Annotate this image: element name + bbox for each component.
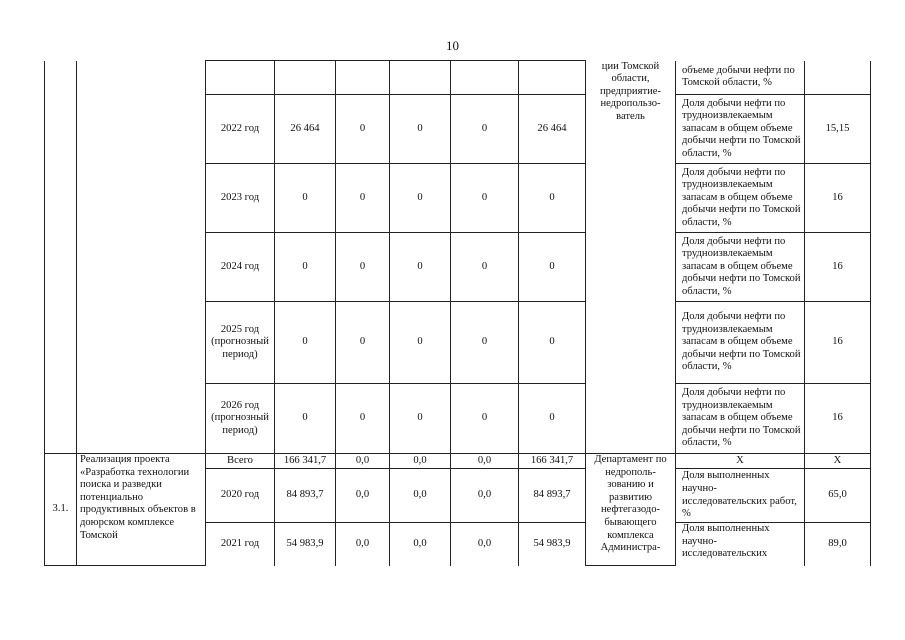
cell-item-name: Реализация проекта «Разработка технологии поиска и разведки потенциально продуктивных объектов в доюрском комплексе Томской <box>77 454 206 566</box>
cell-reg: 0,0 <box>390 454 451 469</box>
cell-total: 54 983,9 <box>275 523 336 566</box>
cell-extra: 0 <box>519 233 586 302</box>
cell-fed: 0,0 <box>336 454 390 469</box>
cell-fed: 0,0 <box>336 469 390 523</box>
cell-reg: 0,0 <box>390 523 451 566</box>
cell-executor-tail: ции Томской области, предприятие-недропользователь <box>586 61 676 454</box>
cell-loc: 0,0 <box>451 469 519 523</box>
cell-period: 2023 год <box>206 164 275 233</box>
cell-reg: 0,0 <box>390 469 451 523</box>
cell-fed <box>336 61 390 95</box>
cell-period: 2021 год <box>206 523 275 566</box>
cell-value-tail <box>805 61 871 95</box>
cell-name-empty <box>77 61 206 454</box>
cell-value: 16 <box>805 233 871 302</box>
cell-loc: 0 <box>451 302 519 384</box>
cell-loc: 0 <box>451 95 519 164</box>
cell-extra: 54 983,9 <box>519 523 586 566</box>
cell-period: 2026 год (прогнозный период) <box>206 384 275 454</box>
cell-period <box>206 61 275 95</box>
cell-reg <box>390 61 451 95</box>
cell-period: Всего <box>206 454 275 469</box>
cell-item-number: 3.1. <box>45 454 77 566</box>
cell-value: Х <box>805 454 871 469</box>
cell-fed: 0,0 <box>336 523 390 566</box>
cell-reg: 0 <box>390 164 451 233</box>
cell-indicator: Х <box>676 454 805 469</box>
cell-indicator-tail: объеме добычи нефти по Томской области, % <box>676 61 805 95</box>
cell-extra: 0 <box>519 164 586 233</box>
cell-fed: 0 <box>336 95 390 164</box>
cell-total: 84 893,7 <box>275 469 336 523</box>
cell-indicator: Доля добычи нефти по трудноизвлекаемым запасам в общем объеме добычи нефти по Томской области, % <box>676 384 805 454</box>
cell-value: 15,15 <box>805 95 871 164</box>
cell-reg: 0 <box>390 384 451 454</box>
cell-total: 0 <box>275 233 336 302</box>
cell-extra: 26 464 <box>519 95 586 164</box>
cell-fed: 0 <box>336 164 390 233</box>
cell-extra: 166 341,7 <box>519 454 586 469</box>
cell-extra: 0 <box>519 302 586 384</box>
cell-indicator: Доля выполненных научно-исследовательских работ, % <box>676 469 805 523</box>
cell-indicator: Доля добычи нефти по трудноизвлекаемым запасам в общем объеме добычи нефти по Томской области, % <box>676 233 805 302</box>
cell-value: 16 <box>805 164 871 233</box>
cell-indicator: Доля выполненных научно-исследовательских <box>676 523 805 566</box>
cell-loc: 0,0 <box>451 523 519 566</box>
cell-period: 2025 год (прогнозный период) <box>206 302 275 384</box>
cell-indicator: Доля добычи нефти по трудноизвлекаемым запасам в общем объеме добычи нефти по Томской области, % <box>676 164 805 233</box>
cell-total: 166 341,7 <box>275 454 336 469</box>
cell-period: 2020 год <box>206 469 275 523</box>
cell-period: 2022 год <box>206 95 275 164</box>
cell-value: 65,0 <box>805 469 871 523</box>
cell-value: 16 <box>805 384 871 454</box>
cell-total: 26 464 <box>275 95 336 164</box>
cell-loc <box>451 61 519 95</box>
cell-indicator: Доля добычи нефти по трудноизвлекаемым запасам в общем объеме добычи нефти по Томской области, % <box>676 302 805 384</box>
table-row-total <box>45 454 871 469</box>
cell-reg: 0 <box>390 233 451 302</box>
cell-total: 0 <box>275 302 336 384</box>
cell-loc: 0 <box>451 164 519 233</box>
cell-total: 0 <box>275 164 336 233</box>
page-number: 10 <box>446 38 459 53</box>
cell-loc: 0 <box>451 233 519 302</box>
cell-loc: 0,0 <box>451 454 519 469</box>
cell-extra: 0 <box>519 384 586 454</box>
cell-reg: 0 <box>390 302 451 384</box>
cell-indicator: Доля добычи нефти по трудноизвлекаемым запасам в общем объеме добычи нефти по Томской области, % <box>676 95 805 164</box>
cell-extra <box>519 61 586 95</box>
cell-number-empty <box>45 61 77 454</box>
table-row-header-tail <box>45 61 871 95</box>
cell-total: 0 <box>275 384 336 454</box>
program-table <box>44 60 871 566</box>
cell-total <box>275 61 336 95</box>
cell-fed: 0 <box>336 302 390 384</box>
cell-fed: 0 <box>336 384 390 454</box>
cell-period: 2024 год <box>206 233 275 302</box>
cell-extra: 84 893,7 <box>519 469 586 523</box>
cell-item-executor: Департамент по недропользованию и развитию нефтегазодобывающего комплекса Администра- <box>586 454 676 566</box>
cell-loc: 0 <box>451 384 519 454</box>
cell-fed: 0 <box>336 233 390 302</box>
cell-value: 89,0 <box>805 523 871 566</box>
cell-value: 16 <box>805 302 871 384</box>
cell-reg: 0 <box>390 95 451 164</box>
